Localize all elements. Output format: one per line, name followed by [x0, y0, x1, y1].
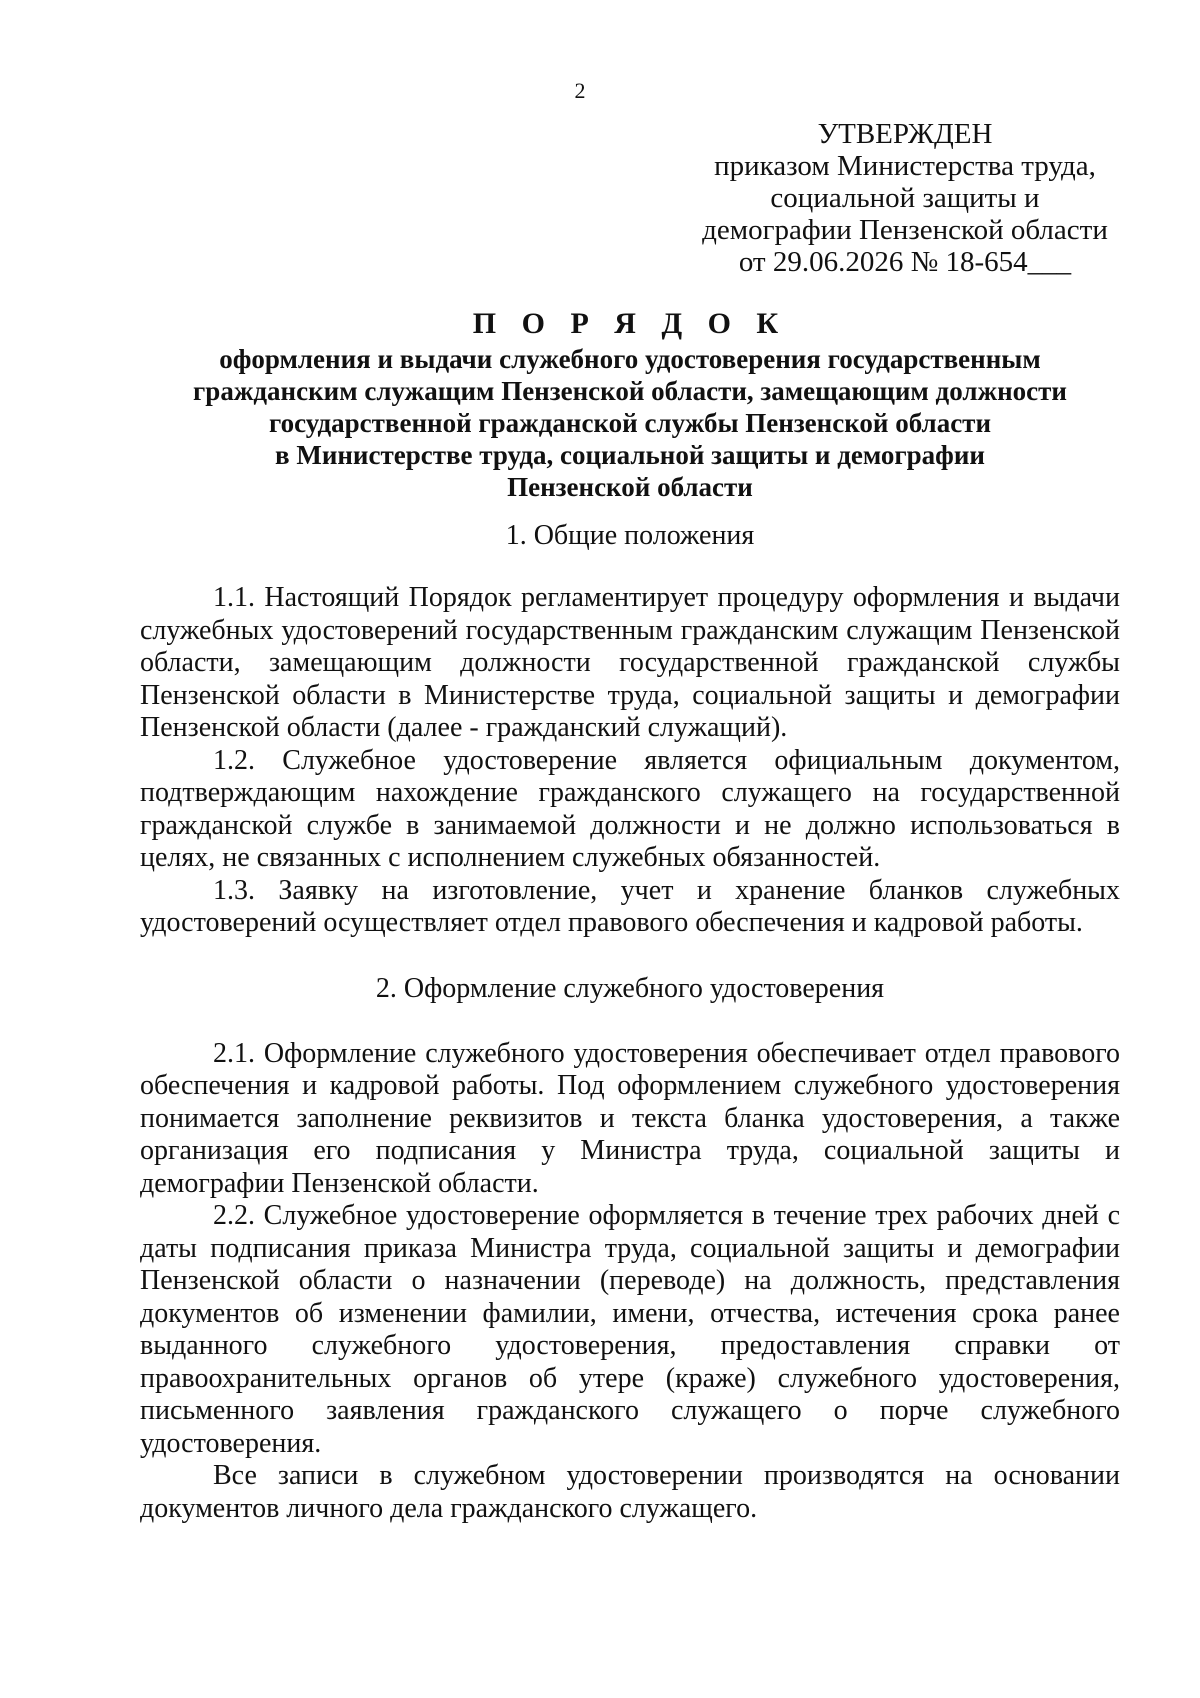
- document-body: [140, 520, 1120, 1525]
- paragraph-1-1: 1.1. Настоящий Порядок регламентирует процедуру оформления и выдачи служебных удостоверений государственным гражданским служащим Пензенской области, замещающим должности государственной гражданской службы Пензенской области в Министерстве труда, социальной защиты и демографии Пензенской области (далее - гражданский служащий).: [140, 582, 1120, 743]
- approval-title: УТВЕРЖДЕН: [817, 118, 993, 150]
- paragraph-2-2: 2.2. Служебное удостоверение оформляется в течение трех рабочих дней с даты подписания приказа Министра труда, социальной защиты и демографии Пензенской области о назначении (переводе) на должность, представления документов об изменении фамилии, имени, отчества, истечения срока ранее выданного служебного удостоверения, предоставления справки от правоохранительных органов об утере (краже) служебного удостоверения, письменного заявления гражданского служащего о порче служебного удостоверения.: [140, 1200, 1120, 1459]
- approval-line: социальной защиты и: [770, 182, 1040, 214]
- document-subheading-line: в Министерстве труда, социальной защиты и демографии: [275, 440, 985, 470]
- paragraph-2-1: 2.1. Оформление служебного удостоверения обеспечивает отдел правового обеспечения и кадровой работы. Под оформлением служебного удостоверения понимается заполнение реквизитов и текста бланка удостоверения, а также организация его подписания у Министра труда, социальной защиты и демографии Пензенской области.: [140, 1037, 1120, 1199]
- document-subheading-line: оформления и выдачи служебного удостоверения государственным: [219, 344, 1041, 374]
- approval-line: от 29.06.2026 № 18-654___: [738, 246, 1072, 278]
- paragraph-2-records: Все записи в служебном удостоверении производятся на основании документов личного дела гражданского служащего.: [140, 1460, 1120, 1524]
- page-number: 2: [574, 78, 586, 103]
- section-title-general: 1. Общие положения: [505, 520, 755, 551]
- document-subheading-line: государственной гражданской службы Пензенской области: [268, 408, 991, 438]
- document-title-block: [140, 305, 1120, 503]
- document-subheading-line: гражданским служащим Пензенской области, замещающим должности: [193, 376, 1067, 406]
- section-title-registration: 2. Оформление служебного удостоверения: [375, 972, 885, 1004]
- approval-stamp: [680, 118, 1130, 278]
- document-subheading-line: Пензенской области: [507, 472, 753, 502]
- paragraph-1-2: 1.2. Служебное удостоверение является официальным документом, подтверждающим нахождение гражданского служащего на государственной гражданской службе в занимаемой должности и не должно использоваться в целях, не связанных с исполнением служебных обязанностей.: [140, 744, 1120, 873]
- approval-line: демографии Пензенской области: [702, 214, 1108, 246]
- document-heading: П О Р Я Д О К: [472, 307, 788, 340]
- paragraph-1-3: 1.3. Заявку на изготовление, учет и хранение бланков служебных удостоверений осуществляет отдел правового обеспечения и кадровой работы.: [140, 874, 1120, 938]
- approval-line: приказом Министерства труда,: [714, 150, 1096, 182]
